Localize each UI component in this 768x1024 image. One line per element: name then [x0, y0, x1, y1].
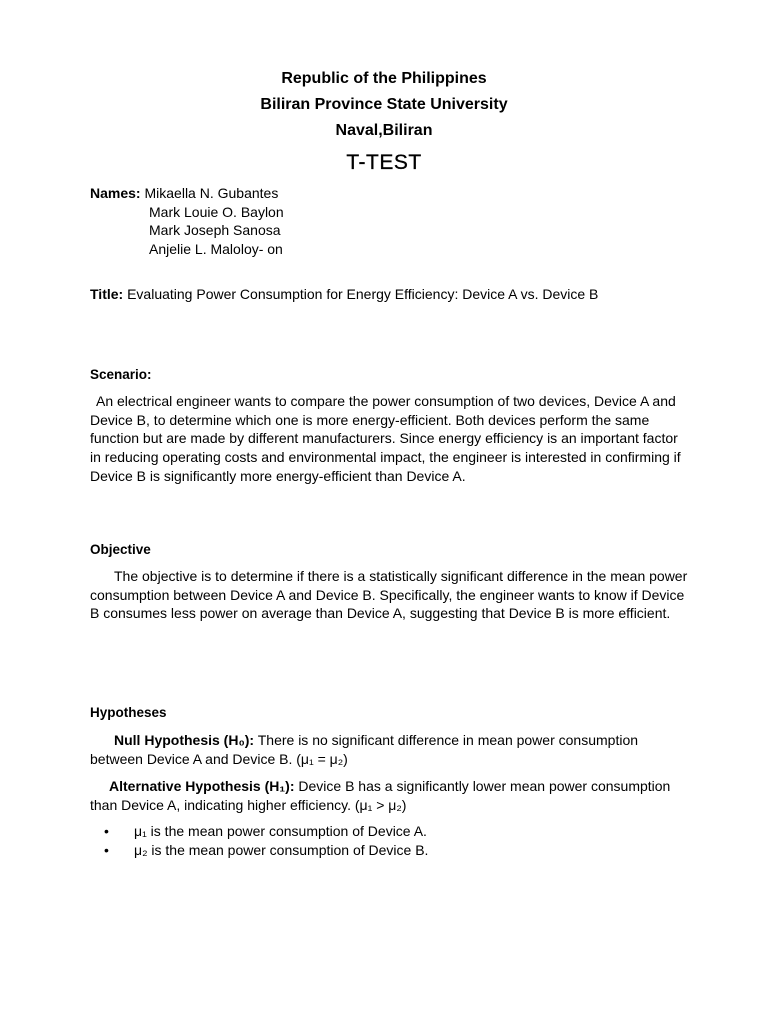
name-item: Mark Louie O. Baylon [149, 203, 284, 220]
bullet-icon: • [104, 841, 109, 858]
scenario-heading: Scenario: [90, 367, 152, 382]
null-hypothesis-text: There is no significant difference in mean power consumption between Device A and Device B. (μ₁ = μ₂) [90, 732, 639, 767]
title-text: Evaluating Power Consumption for Energy Efficiency: Device A vs. Device B [127, 286, 599, 302]
name-item: Mark Joseph Sanosa [149, 222, 281, 239]
alternative-hypothesis-label: Alternative Hypothesis (H₁): [109, 778, 295, 794]
bullet-text: μ₂ is the mean power consumption of Device B. [134, 841, 429, 858]
bullet-text: μ₁ is the mean power consumption of Device A. [134, 823, 427, 839]
hypotheses-heading: Hypotheses [90, 705, 167, 720]
scenario-paragraph: An electrical engineer wants to compare the power consumption of two devices, Device A and Device B, to determine which one is more energy-efficient. Both devices perform the same function but are made by different manufacturers. Since energy efficiency is an important factor in reducing operating costs and environmental impact, the engineer is interested in confirming if Device B is significantly more energy-efficient than Device A. [90, 393, 681, 484]
title-line [90, 286, 598, 302]
alternative-hypothesis [90, 777, 690, 814]
names-block [90, 184, 284, 259]
alternative-hypothesis-text: Device B has a significantly lower mean power consumption than Device A, indicating higher efficiency. (μ₁ > μ₂) [90, 778, 671, 813]
null-hypothesis [90, 731, 690, 768]
bullet-list [104, 822, 428, 859]
names-label: Names: [90, 185, 141, 201]
list-item [104, 822, 428, 841]
objective-paragraph: The objective is to determine if there is a statistically significant difference in the mean power consumption between Device A and Device B. Specifically, the engineer wants to know if Device B consumes less power on average than Device A, suggesting that Device B is more efficient. [90, 568, 688, 622]
name-item: Mikaella N. Gubantes [144, 185, 279, 201]
bullet-icon: • [104, 823, 109, 839]
list-item [104, 841, 428, 860]
names-row [90, 184, 284, 203]
document-title: T-TEST [346, 151, 422, 174]
objective-heading: Objective [90, 542, 151, 557]
header-republic: Republic of the Philippines [281, 70, 487, 87]
title-label: Title: [90, 286, 124, 302]
header-location: Naval,Biliran [335, 122, 433, 139]
header-university: Biliran Province State University [260, 96, 508, 113]
name-item: Anjelie L. Maloloy- on [149, 241, 283, 258]
null-hypothesis-label: Null Hypothesis (H₀): [114, 732, 255, 748]
